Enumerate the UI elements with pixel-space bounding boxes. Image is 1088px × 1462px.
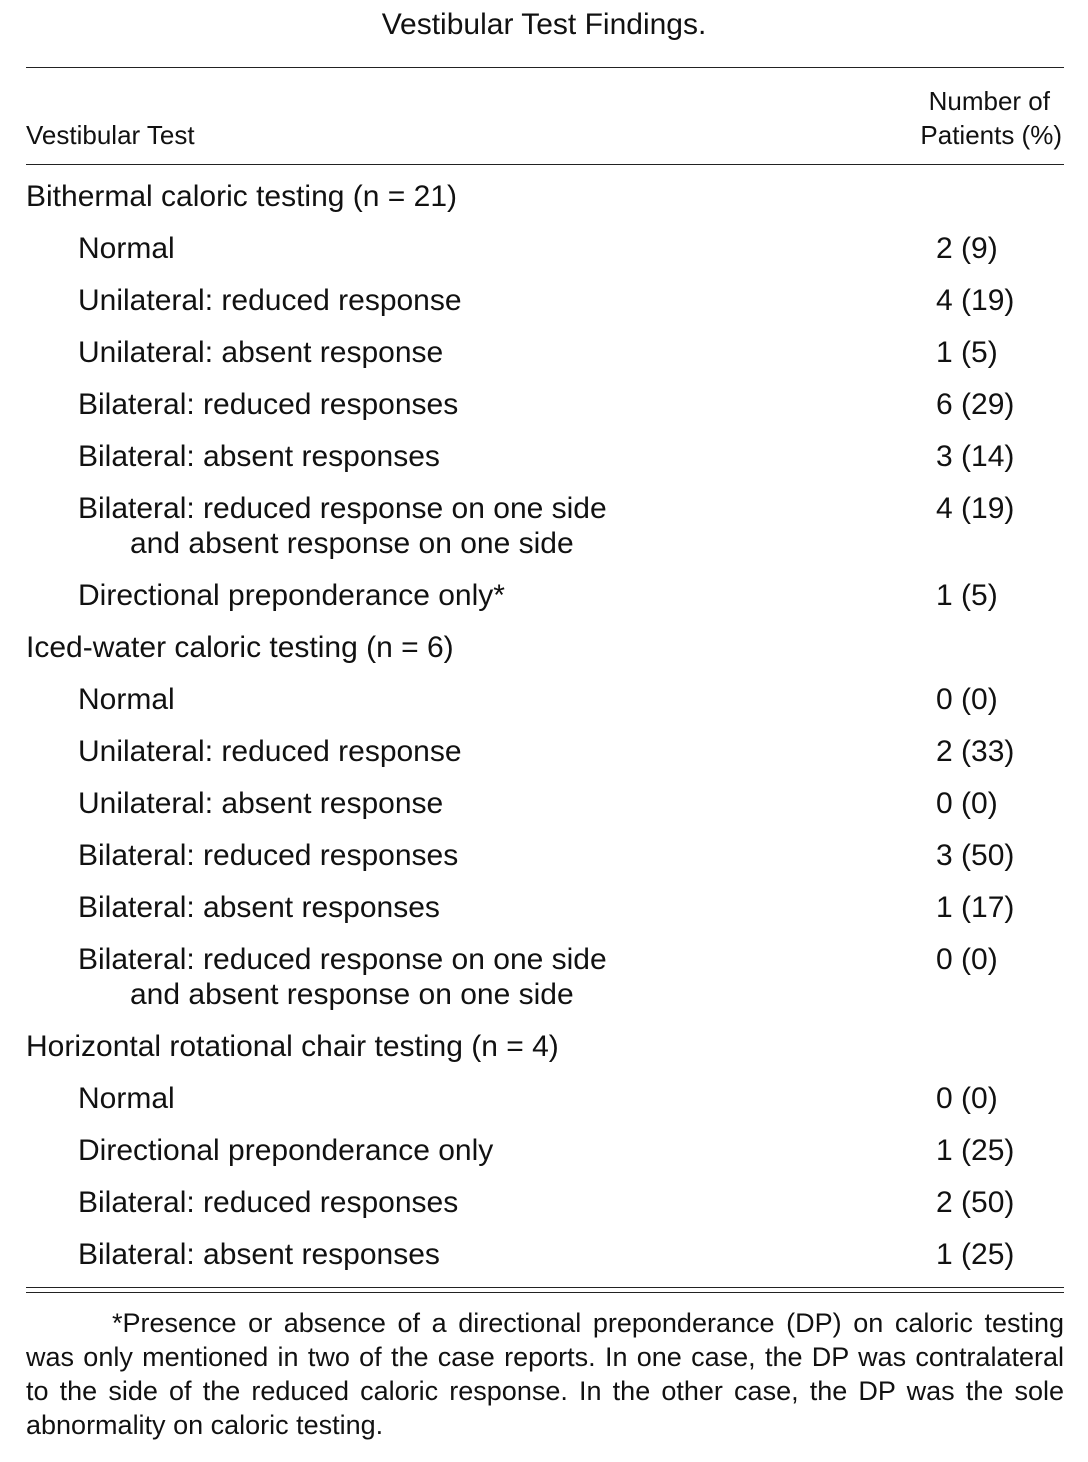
row-label-text: Bilateral: absent responses: [78, 891, 440, 924]
table-row: [0, 569, 1088, 621]
row-value: 1 (5): [936, 579, 998, 612]
row-value: 6 (29): [936, 388, 1015, 421]
row-label-text: Normal: [78, 232, 175, 265]
bottom-rule-1: [26, 1287, 1064, 1288]
table-row-group: [0, 170, 1088, 222]
table-row: [0, 378, 1088, 430]
row-label: [0, 1133, 1088, 1168]
group-label: Bithermal caloric testing (n = 21): [26, 180, 458, 213]
table-row: [0, 1228, 1088, 1280]
table-row: [0, 222, 1088, 274]
top-rule: [26, 67, 1064, 68]
row-label: [0, 439, 1088, 474]
row-value: 0 (0): [936, 787, 998, 820]
row-label: [0, 231, 1088, 266]
table-row: [0, 1176, 1088, 1228]
table-row: [0, 1124, 1088, 1176]
group-label: Iced-water caloric testing (n = 6): [26, 631, 454, 664]
row-label-text: Directional preponderance only*: [78, 579, 505, 612]
row-label-text: Bilateral: absent responses: [78, 440, 440, 473]
row-label: [0, 942, 1088, 1012]
row-label: [0, 890, 1088, 925]
table-row: [0, 1072, 1088, 1124]
row-label-text: Normal: [78, 1082, 175, 1115]
row-label: [0, 1185, 1088, 1220]
row-label: [0, 1237, 1088, 1272]
row-value: 4 (19): [936, 284, 1015, 317]
column-header-patients: [802, 84, 1062, 152]
column-header-patients-line2: Patients (%): [920, 120, 1062, 150]
table-row: [0, 881, 1088, 933]
table-row-group: [0, 621, 1088, 673]
row-value: 0 (0): [936, 1082, 998, 1115]
row-label-text: Bilateral: absent responses: [78, 1238, 440, 1271]
table-row: [0, 482, 1088, 569]
column-header-patients-line1: Number of: [928, 86, 1050, 116]
row-label-continuation: and absent response on one side: [130, 978, 574, 1011]
row-label-text: Bilateral: reduced responses: [78, 839, 459, 872]
table-row: [0, 673, 1088, 725]
footnote: *Presence or absence of a directional preponderance (DP) on caloric testing was only mentioned in two of the case reports. In one case, the DP was contralateral to the side of the reduced caloric response. In the other case, the DP was the sole abnormality on caloric testing.: [26, 1308, 1064, 1440]
table-row: [0, 274, 1088, 326]
table-title: Vestibular Test Findings.: [381, 8, 707, 41]
table-row: [0, 829, 1088, 881]
table-body: [0, 170, 1088, 1280]
row-label-text: Bilateral: reduced response on one side: [78, 943, 607, 976]
row-value: 1 (25): [936, 1238, 1015, 1271]
row-value: 4 (19): [936, 492, 1015, 525]
row-value: 1 (5): [936, 336, 998, 369]
row-value: 0 (0): [936, 683, 998, 716]
row-label: [0, 578, 1088, 613]
row-label-text: Unilateral: absent response: [78, 787, 444, 820]
row-label-text: Bilateral: reduced response on one side: [78, 492, 607, 525]
row-label: [0, 838, 1088, 873]
row-label-continuation: and absent response on one side: [130, 527, 574, 560]
row-value: 2 (50): [936, 1186, 1015, 1219]
row-label: [0, 786, 1088, 821]
row-label: [0, 682, 1088, 717]
row-label: [0, 387, 1088, 422]
row-value: 1 (25): [936, 1134, 1015, 1167]
row-label-text: Directional preponderance only: [78, 1134, 494, 1167]
row-value: 2 (33): [936, 735, 1015, 768]
row-label: [0, 734, 1088, 769]
table-row: [0, 430, 1088, 482]
row-value: 3 (50): [936, 839, 1015, 872]
table-row: [0, 326, 1088, 378]
row-value: 0 (0): [936, 943, 998, 976]
row-value: 2 (9): [936, 232, 998, 265]
row-label-text: Unilateral: absent response: [78, 336, 444, 369]
row-label-text: Bilateral: reduced responses: [78, 388, 459, 421]
table-row: [0, 777, 1088, 829]
row-label: [0, 335, 1088, 370]
row-label: [0, 283, 1088, 318]
row-label-text: Unilateral: reduced response: [78, 735, 462, 768]
bottom-rule-2: [26, 1292, 1064, 1293]
row-label-text: Unilateral: reduced response: [78, 284, 462, 317]
table-row: [0, 933, 1088, 1020]
table-row-group: [0, 1020, 1088, 1072]
group-label: Horizontal rotational chair testing (n = 4): [26, 1030, 559, 1063]
header-rule: [26, 164, 1064, 165]
row-value: 1 (17): [936, 891, 1015, 924]
table-row: [0, 725, 1088, 777]
row-value: 3 (14): [936, 440, 1015, 473]
row-label: [0, 491, 1088, 561]
column-header-test: Vestibular Test: [26, 120, 195, 150]
row-label-text: Bilateral: reduced responses: [78, 1186, 459, 1219]
row-label-text: Normal: [78, 683, 175, 716]
row-label: [0, 1081, 1088, 1116]
